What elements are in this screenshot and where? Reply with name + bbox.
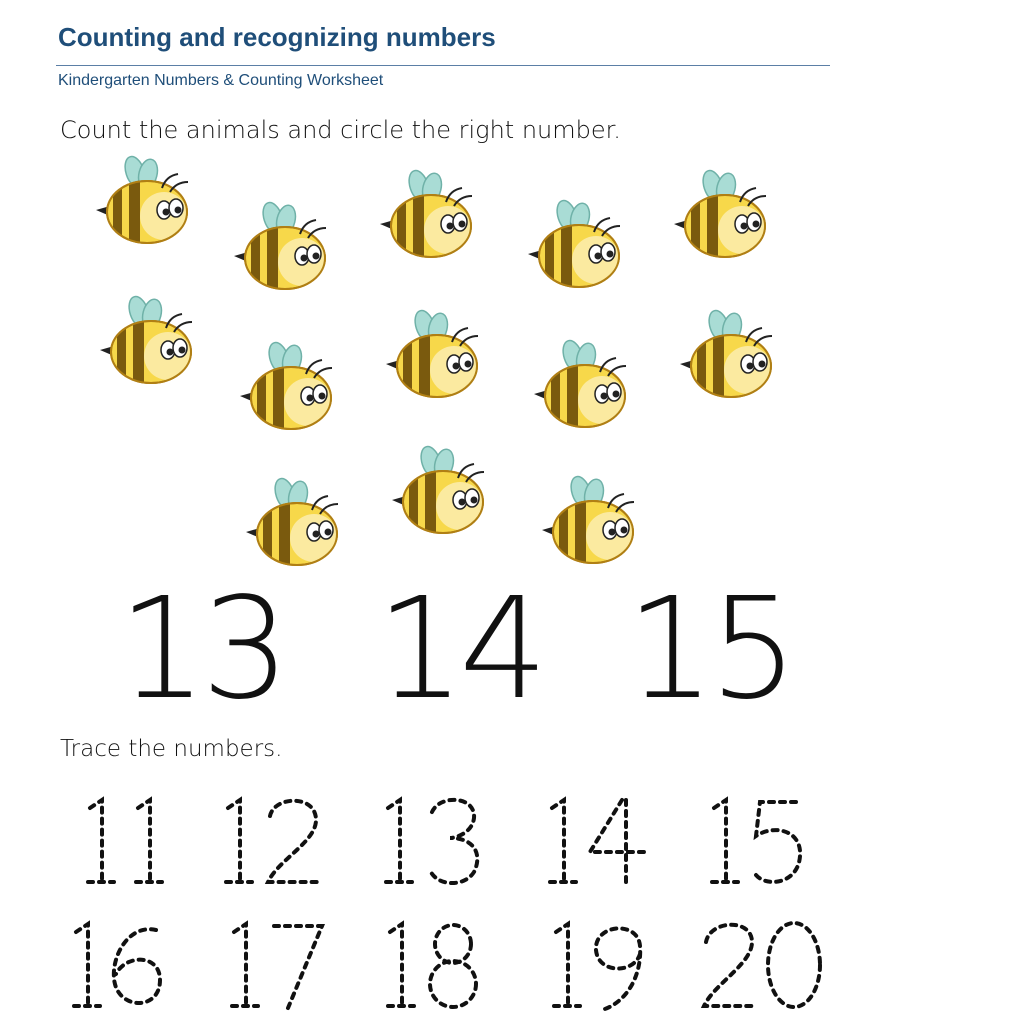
counting-instruction: Count the animals and circle the right number. — [60, 116, 621, 144]
bee-icon — [92, 150, 202, 260]
trace-number-16 — [60, 914, 180, 1024]
bee-icon — [538, 470, 648, 580]
bee-icon — [236, 336, 346, 446]
bee-icon — [230, 196, 340, 306]
trace-number-18 — [374, 914, 494, 1024]
bee-icon — [388, 440, 498, 550]
trace-number-12 — [212, 790, 332, 900]
bee-icon — [96, 290, 206, 400]
trace-number-17 — [218, 914, 338, 1024]
bee-icon — [676, 304, 786, 414]
trace-number-19 — [540, 914, 660, 1024]
bee-icon — [530, 334, 640, 444]
worksheet-title: Counting and recognizing numbers — [58, 22, 496, 52]
trace-number-14 — [536, 790, 656, 900]
trace-number-15 — [698, 790, 818, 900]
bee-icon — [242, 472, 352, 582]
number-choice-14[interactable]: 14 — [376, 568, 543, 731]
number-choice-15[interactable]: 15 — [626, 568, 793, 731]
number-choice-13[interactable]: 13 — [118, 568, 285, 731]
bee-icon — [382, 304, 492, 414]
trace-number-11 — [62, 790, 182, 900]
bee-icon — [376, 164, 486, 274]
worksheet-subtitle: Kindergarten Numbers & Counting Worksheet — [58, 72, 384, 89]
tracing-instruction: Trace the numbers. — [60, 736, 283, 762]
trace-number-13 — [372, 790, 492, 900]
bee-icon — [670, 164, 780, 274]
trace-number-20 — [700, 914, 820, 1024]
bee-icon — [524, 194, 634, 304]
